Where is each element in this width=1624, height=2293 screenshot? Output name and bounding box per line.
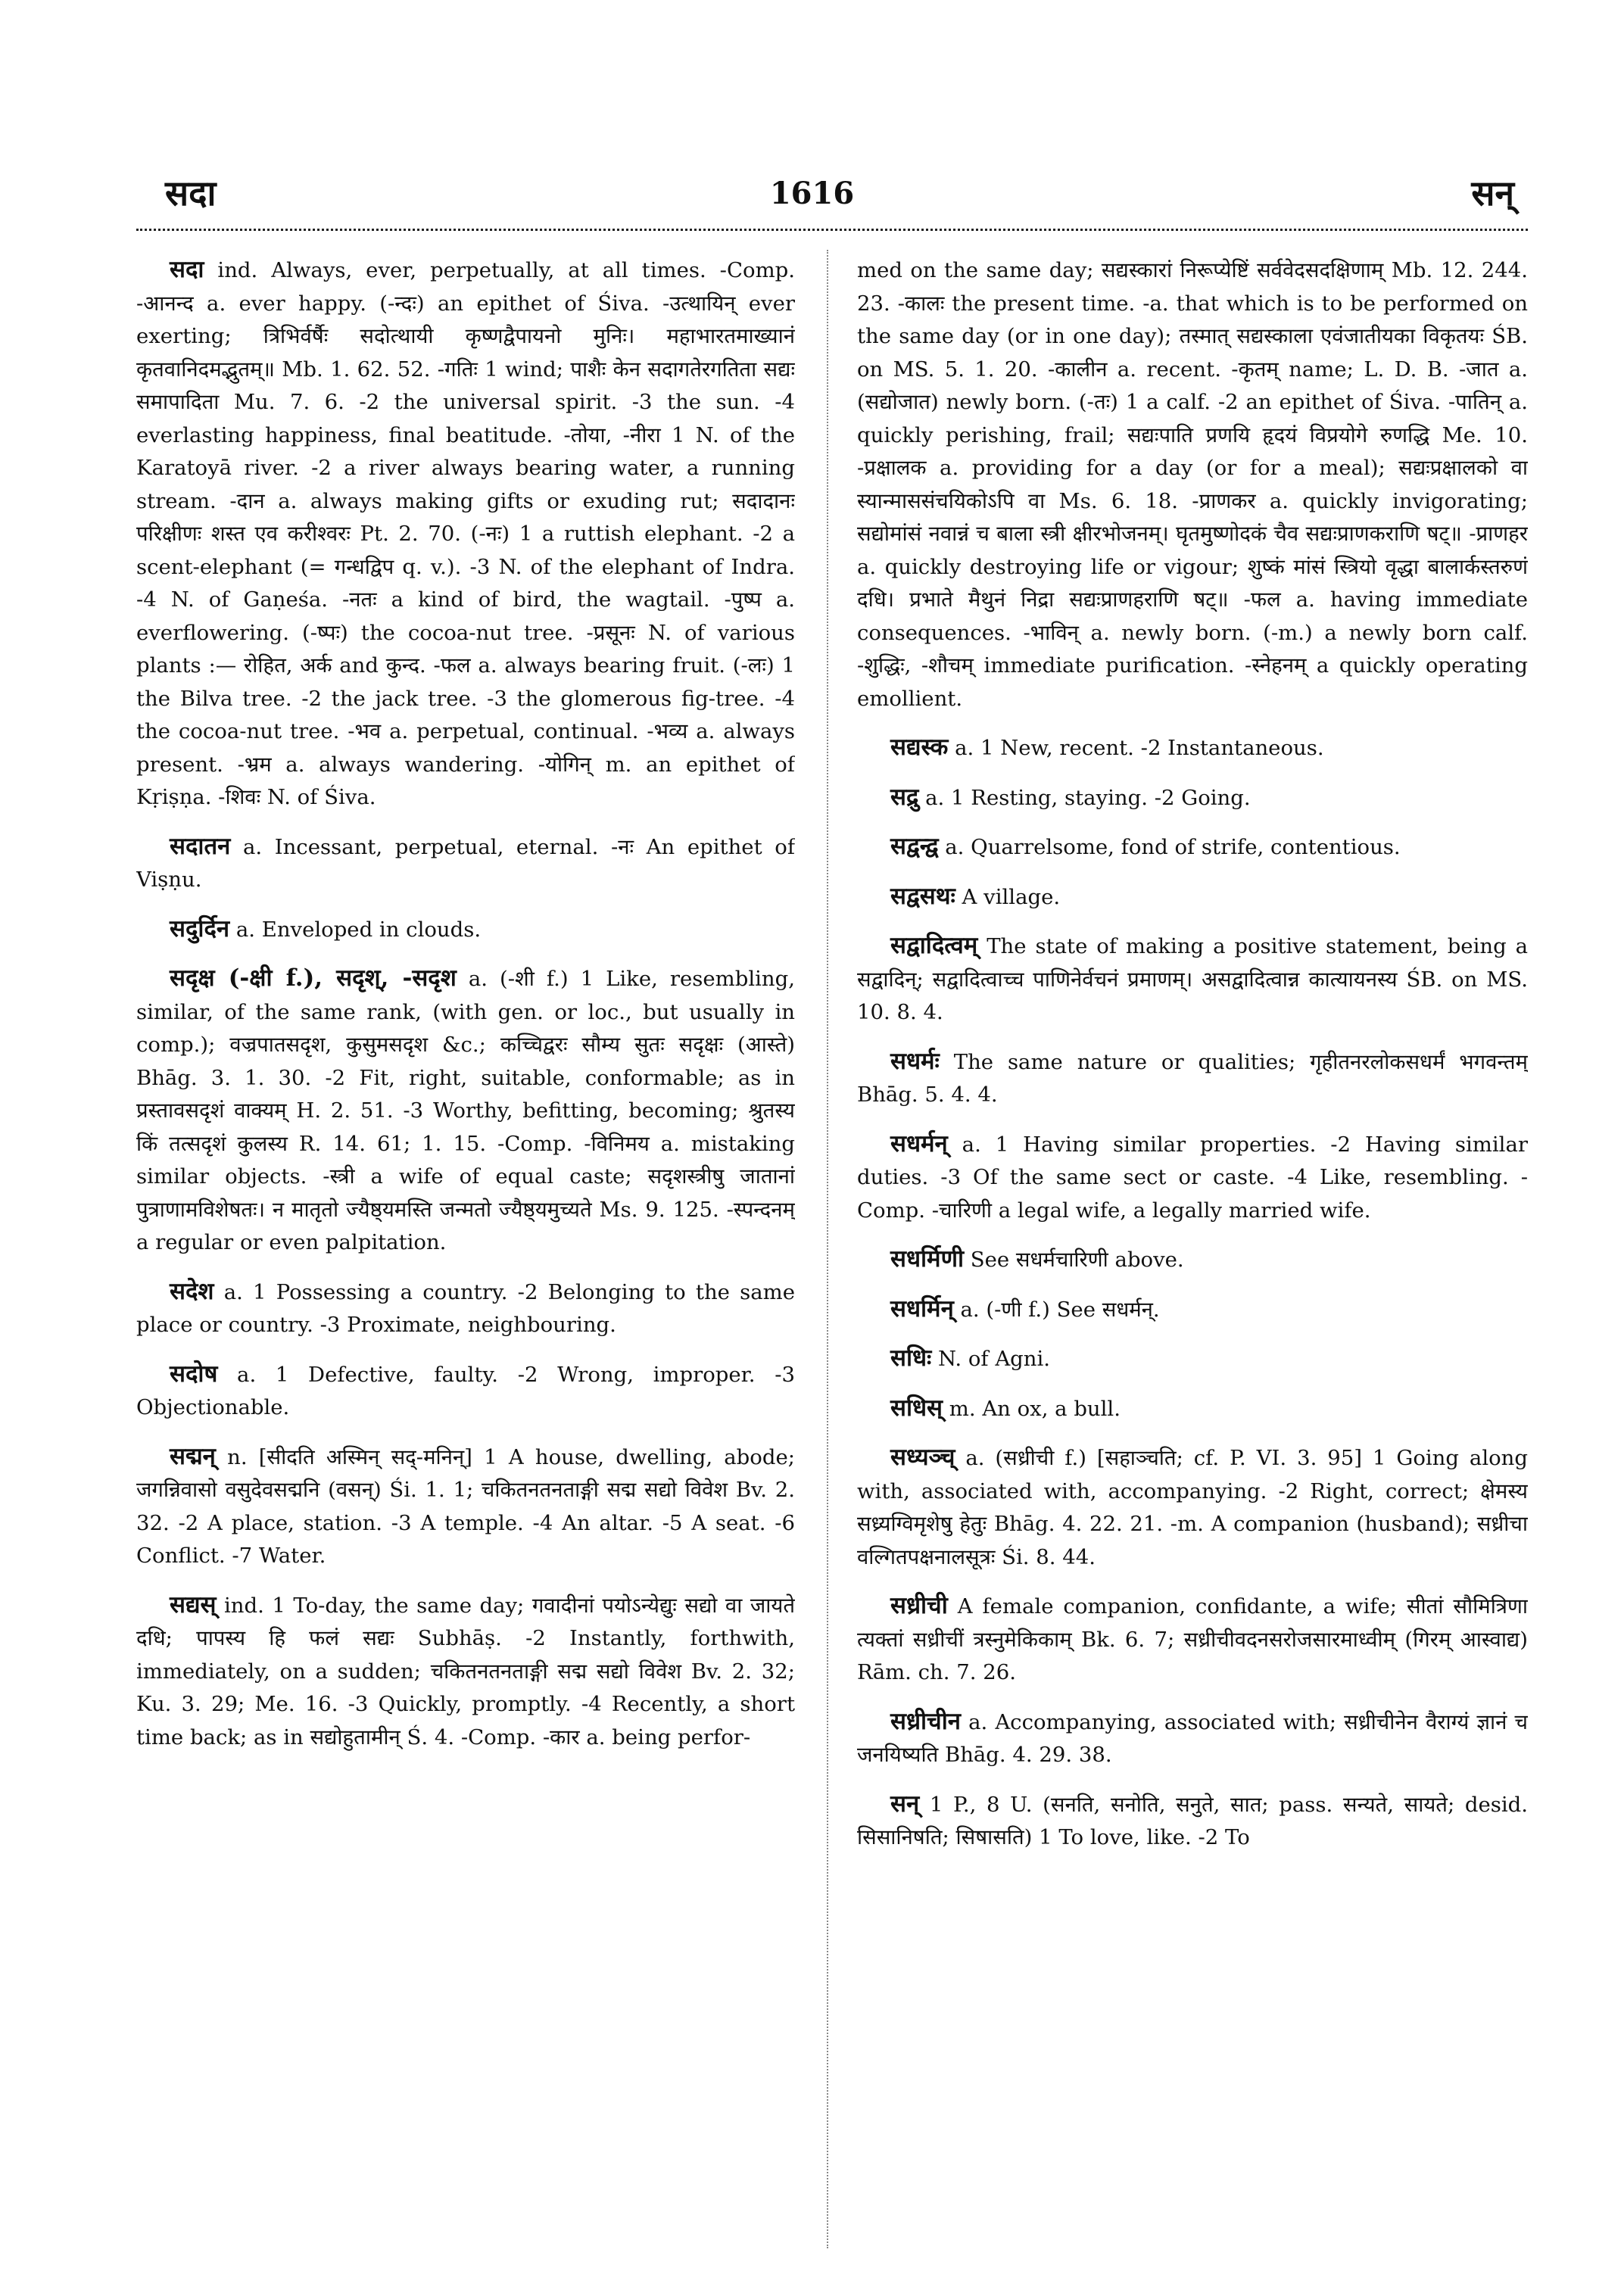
dictionary-entry	[857, 1243, 1528, 1277]
dictionary-entry	[136, 1358, 795, 1425]
entry-definition: See सधर्मचारिणी above.	[964, 1248, 1184, 1272]
entry-headword: सध्रीची	[890, 1592, 948, 1619]
entry-definition: a. 1 Defective, faulty. -2 Wrong, improper. -3 Objectionable.	[136, 1362, 795, 1419]
entry-definition: The same nature or qualities; गृहीतनरलोकसधर्मं भगवन्तम् Bhāg. 5. 4. 4.	[857, 1049, 1528, 1107]
entry-headword: सधर्मः	[890, 1047, 940, 1075]
entry-headword: सदा	[170, 256, 204, 283]
entry-definition: a. (-शी f.) 1 Like, resembling, similar, of the same rank, (with gen. or loc., but usually in comp.); वज्रपातसदृश, कुसुमसदृश &c.; कच्चिद्वरः सौम्य सुतः सदृक्षः (आस्ते) Bhāg. 3. 1. 30. -2 Fit, right, suitable, conformable; as in प्रस्तावसदृशं वाक्यम् H. 2. 51. -3 Worthy, befitting, becoming; श्रुतस्य किं तत्सदृशं कुलस्य R. 14. 61; 1. 15. -Comp. -विनिमय a. mistaking similar objects. -स्त्री a wife of equal caste; सदृशस्त्रीषु जातानां पुत्राणामविशेषतः। न मातृतो ज्यैष्ठ्यमस्ति जन्मतो ज्यैष्ठ्यमुच्यते Ms. 9. 125. -स्पन्दनम् a regular or even palpitation.	[136, 967, 795, 1254]
entry-definition: a. (सध्रीची f.) [सहाञ्चति; cf. P. VI. 3. 95] 1 Going along with, associated with, accompanying. -2 Right, correct; क्षेमस्य सध्र्यग्विमृशेषु हेतुः Bhāg. 4. 22. 21. -m. A companion (husband); सध्रीचा वल्गितपक्षनालसूत्रः Śi. 8. 44.	[857, 1446, 1528, 1569]
entry-definition: a. (-णी f.) See सधर्मन्.	[953, 1297, 1160, 1322]
entry-definition: N. of Agni.	[931, 1347, 1051, 1371]
entry-definition: a. 1 Possessing a country. -2 Belonging to the same place or country. -3 Proximate, neighbouring.	[136, 1279, 795, 1337]
entry-headword: सन्	[890, 1790, 920, 1818]
entry-headword: सद्यस्	[170, 1590, 217, 1618]
dictionary-entry	[857, 1293, 1528, 1327]
entry-definition: n. [सीदति अस्मिन् सद्-मनिन्] 1 A house, dwelling, abode; जगन्निवासो वसुदेवसद्मनि (वसन्) Śi. 1. 1; चकितनतनताङ्गी सद्म सद्यो विवेश Bv. 2. 32. -2 A place, station. -3 A temple. -4 An altar. -5 A seat. -6 Conflict. -7 Water.	[136, 1444, 795, 1568]
entry-definition: a. Accompanying, associated with; सध्रीचीनेन वैराग्यं ज्ञानं च जनयिष्यति Bhāg. 4. 29. 38.	[857, 1709, 1528, 1767]
entry-definition: med on the same day; सद्यस्कारां निरूप्येष्टिं सर्ववेदसदक्षिणाम् Mb. 12. 244. 23. -कालः the present time. -a. that which is to be performed on the same day (or in one day); तस्मात् सद्यस्काला एवंजातीयका विकृतयः ŚB. on MS. 5. 1. 20. -कालीन a. recent. -कृतम् name; L. D. B. -जात a. (सद्योजात) newly born. (-तः) 1 a calf. -2 an epithet of Śiva. -पातिन् a. quickly perishing, frail; सद्यःपाति प्रणयि हृदयं विप्रयोगे रुणद्धि Me. 10. -प्रक्षालक a. providing for a day (or for a meal); सद्यःप्रक्षालको वा स्यान्माससंचयिकोऽपि वा Ms. 6. 18. -प्राणकर a. quickly invigorating; सद्योमांसं नवान्नं च बाला स्त्री क्षीरभोजनम्। घृतमुष्णोदकं चैव सद्यःप्राणकराणि षट्॥ -प्राणहर a. quickly destroying life or vigour; शुष्कं मांसं स्त्रियो वृद्धा बालार्कस्तरुणं दधि। प्रभाते मैथुनं निद्रा सद्यःप्राणहराणि षट्॥ -फल a. having immediate consequences. -भाविन् a. newly born. (-m.) a newly born calf. -शुद्धिः, -शौचम् immediate purification. -स्नेहनम् a quickly operating emollient.	[857, 258, 1528, 711]
entry-headword: सद्वन्द्व	[890, 833, 939, 860]
entry-headword: सधर्मन्	[890, 1129, 948, 1157]
entry-definition: a. 1 New, recent. -2 Instantaneous.	[948, 736, 1324, 760]
entry-definition: A female companion, confidante, a wife; सीतां सौमित्रिणा त्यक्तां सध्रीचीं त्रस्नुमेकिकाम् Bk. 6. 7; सध्रीचीवदनसरोजसारमाध्वीम् (गिरम् आस्वाद्य) Rām. ch. 7. 26.	[857, 1594, 1528, 1684]
dictionary-entry	[857, 1392, 1528, 1426]
dictionary-entry	[857, 1342, 1528, 1376]
entry-headword: सद्वसथः	[890, 882, 955, 910]
entry-headword: सद्यस्क	[890, 734, 949, 761]
dictionary-entry	[857, 880, 1528, 914]
dictionary-entry	[857, 1706, 1528, 1772]
entry-headword: सद्वादित्वम्	[890, 932, 978, 959]
dictionary-entry	[857, 731, 1528, 765]
entry-definition: The state of making a positive statement, being a सद्वादिन्; सद्वादित्वाच्च पाणिनेर्वचनं प्रमाणम्। असद्वादित्वान्न कात्यायनस्य ŚB. on MS. 10. 8. 4.	[857, 934, 1528, 1024]
entry-headword: सद्रु	[890, 783, 919, 811]
dictionary-entry	[136, 913, 795, 947]
dictionary-entry	[857, 1590, 1528, 1690]
dictionary-entry	[136, 1276, 795, 1342]
entry-headword: सधिस्	[890, 1394, 943, 1422]
dictionary-entry	[136, 254, 795, 815]
entry-definition: m. An ox, a bull.	[943, 1396, 1121, 1421]
dictionary-entry	[857, 1045, 1528, 1112]
dictionary-entry-continuation	[857, 254, 1528, 715]
entry-definition: a. Quarrelsome, fond of strife, contentious.	[938, 835, 1401, 859]
dictionary-entry	[136, 1589, 795, 1755]
dictionary-entry	[857, 1788, 1528, 1855]
column-divider	[827, 250, 828, 2248]
entry-headword: सदेश	[170, 1277, 214, 1305]
entry-definition: a. 1 Having similar properties. -2 Having similar duties. -3 Of the same sect or caste. -4 Like, resembling. -Comp. -चारिणी a legal wife, a legally married wife.	[857, 1132, 1528, 1223]
dictionary-entry	[857, 781, 1528, 815]
entry-headword: सदोष	[170, 1360, 218, 1388]
entry-headword: सद्मन्	[170, 1442, 216, 1470]
dictionary-entry	[857, 830, 1528, 865]
entry-headword: सध्रीचीन	[890, 1707, 961, 1735]
entry-headword: सधर्मिणी	[890, 1245, 965, 1273]
entry-headword: सदृक्ष (-क्षी f.), सदृश्, -सदृश	[170, 964, 457, 992]
entry-definition: ind. Always, ever, perpetually, at all times. -Comp. -आनन्द a. ever happy. (-न्दः) an epithet of Śiva. -उत्थायिन् ever exerting; त्रिभिर्वर्षैः सदोत्थायी कृष्णद्वैपायनो मुनिः। महाभारतमाख्यानं कृतवानिदमद्भुतम्॥ Mb. 1. 62. 52. -गतिः 1 wind; पाशैः केन सदागतेरगतिता सद्यः समापादिता Mu. 7. 6. -2 the universal spirit. -3 the sun. -4 everlasting happiness, final beatitude. -तोया, -नीरा 1 N. of the Karatoyā river. -2 a river always bearing water, a running stream. -दान a. always making gifts or exuding rut; सदादानः परिक्षीणः शस्त एव करीश्वरः Pt. 2. 70. (-नः) 1 a ruttish elephant. -2 a scent-elephant (= गन्धद्विप q. v.). -3 N. of the elephant of Indra. -4 N. of Gaṇeśa. -नतः a kind of bird, the wagtail. -पुष्प a. everflowering. (-ष्पः) the cocoa-nut tree. -प्रसूनः N. of various plants :— रोहित, अर्क and कुन्द. -फल a. always bearing fruit. (-लः) 1 the Bilva tree. -2 the jack tree. -3 the glomerous fig-tree. -4 the cocoa-nut tree. -भव a. perpetual, continual. -भव्य a. always present. -भ्रम a. always wandering. -योगिन् m. an epithet of Kṛiṣṇa. -शिवः N. of Śiva.	[136, 258, 795, 809]
entry-definition: a. 1 Resting, staying. -2 Going.	[918, 785, 1251, 810]
header-rule	[136, 229, 1528, 231]
entry-definition: a. Incessant, perpetual, eternal. -नः An epithet of Viṣṇu.	[136, 834, 795, 892]
entry-headword: सधर्मिन्	[890, 1294, 954, 1323]
entry-headword: सध्यञ्च्	[890, 1444, 955, 1471]
left-column	[136, 254, 795, 2232]
entry-definition: 1 P., 8 U. (सनति, सनोति, सनुते, सात; pass. सन्यते, सायते; desid. सिसानिषति; सिषासति) 1 To love, like. -2 To	[857, 1792, 1528, 1849]
dictionary-entry	[857, 1441, 1528, 1574]
dictionary-entry	[857, 1128, 1528, 1228]
right-guide-word: सन्	[1471, 173, 1514, 213]
entry-headword: सदातन	[170, 832, 231, 860]
dictionary-entry	[136, 830, 795, 897]
right-column	[857, 254, 1528, 2232]
dictionary-entry	[136, 962, 795, 1260]
entry-headword: सदुर्दिन	[170, 914, 230, 942]
page-number: 1616	[769, 176, 855, 211]
entry-definition: ind. 1 To-day, the same day; गवादीनां पयोऽन्येद्युः सद्यो वा जायते दधि; पापस्य हि फलं सद्यः Subhāṣ. -2 Instantly, forthwith, immediately, on a sudden; चकितनतनताङ्गी सद्म सद्यो विवेश Bv. 2. 32; Ku. 3. 29; Me. 16. -3 Quickly, promptly. -4 Recently, a short time back; as in सद्योहुतामीन् Ś. 4. -Comp. -कार a. being perfor-	[136, 1593, 795, 1749]
entry-definition: a. Enveloped in clouds.	[229, 917, 482, 942]
entry-headword: सधिः	[890, 1344, 932, 1372]
dictionary-entry	[857, 930, 1528, 1030]
left-guide-word: सदा	[165, 173, 217, 213]
entry-definition: A village.	[955, 884, 1061, 909]
dictionary-entry	[136, 1441, 795, 1573]
